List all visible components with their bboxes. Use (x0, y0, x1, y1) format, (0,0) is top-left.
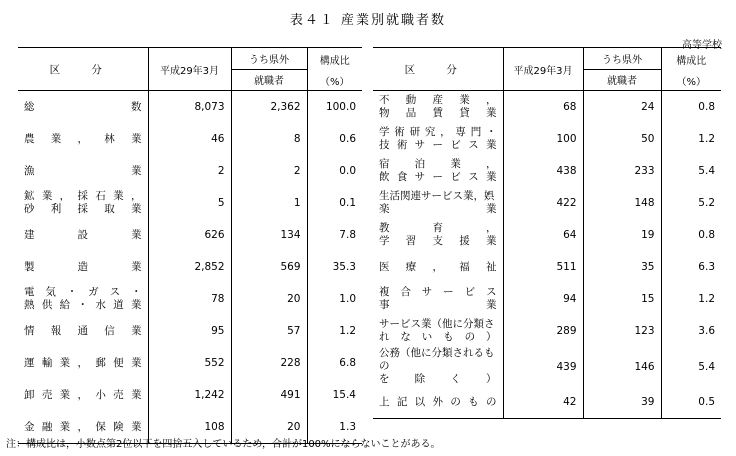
ratio-cell: 1.2 (307, 315, 362, 347)
industry-label-line: 運 輸 業 ， 郵 便 業 (24, 356, 142, 369)
industry-label (373, 123, 503, 155)
ratio-cell: 0.1 (307, 187, 362, 219)
industry-label-line: 電 気 ・ ガ ス ・ (24, 286, 142, 298)
industry-label-line: を 除 く ） (379, 373, 497, 385)
table-row (18, 91, 362, 124)
table-row (373, 315, 721, 347)
industry-label-line: 卸 売 業 ， 小 売 業 (24, 388, 142, 401)
outside-cell: 233 (583, 155, 661, 187)
header-ratio (661, 48, 721, 91)
industry-label-line: 楽 業 (379, 203, 497, 215)
industry-label-line: 学 習 支 援 業 (379, 235, 497, 247)
table-row (18, 283, 362, 315)
table-row (18, 251, 362, 283)
outside-cell: 491 (231, 379, 307, 411)
header-outside-top: うち県外 (232, 48, 307, 70)
industry-label (373, 91, 503, 124)
industry-label-line: 飲 食 サ ー ビ ス 業 (379, 171, 497, 183)
industry-label-line: 生活関連サービス業，娯 (379, 190, 495, 202)
outside-cell: 15 (583, 283, 661, 315)
outside-cell: 1 (231, 187, 307, 219)
industry-label (373, 219, 503, 251)
header-outside (583, 48, 661, 91)
total-cell: 2 (148, 155, 231, 187)
total-cell: 5 (148, 187, 231, 219)
ratio-cell: 1.2 (661, 123, 721, 155)
outside-cell: 123 (583, 315, 661, 347)
total-cell: 422 (503, 187, 583, 219)
industry-label-line: 技 術 サ ー ビ ス 業 (379, 139, 497, 151)
header-total: 平成29年3月 (148, 48, 231, 91)
total-cell: 78 (148, 283, 231, 315)
table-row (18, 315, 362, 347)
ratio-cell: 5.4 (661, 347, 721, 386)
outside-cell: 8 (231, 123, 307, 155)
industry-label-line: 農 業 ， 林 業 (24, 132, 142, 145)
ratio-cell: 0.6 (307, 123, 362, 155)
total-cell: 438 (503, 155, 583, 187)
industry-label (373, 315, 503, 347)
industry-label (18, 219, 148, 251)
industry-label-line: 砂 利 採 取 業 (24, 203, 142, 215)
header-outside-top: うち県外 (584, 48, 661, 70)
industry-label-line: 漁 業 (24, 164, 142, 177)
header-category: 区 分 (373, 48, 503, 91)
right-table (373, 47, 721, 419)
header-ratio-top: 構成比 (319, 56, 350, 67)
ratio-cell: 5.2 (661, 187, 721, 219)
table-row (18, 187, 362, 219)
total-cell: 64 (503, 219, 583, 251)
outside-cell: 228 (231, 347, 307, 379)
header-outside-bottom: 就職者 (607, 76, 637, 88)
industry-label-line: 物 品 賃 貸 業 (379, 107, 497, 119)
total-cell: 511 (503, 251, 583, 283)
outside-cell: 20 (231, 411, 307, 444)
industry-label-line: 教 育 ， (379, 222, 497, 234)
industry-label-line: 建 設 業 (24, 228, 142, 241)
total-cell: 8,073 (148, 91, 231, 124)
ratio-cell: 6.3 (661, 251, 721, 283)
header-total: 平成29年3月 (503, 48, 583, 91)
outside-cell: 2 (231, 155, 307, 187)
outside-cell: 148 (583, 187, 661, 219)
industry-label (18, 379, 148, 411)
outside-cell: 50 (583, 123, 661, 155)
industry-label-line: 鉱 業 ， 採 石 業 ， (24, 190, 142, 202)
industry-label-line: 上 記 以 外 の も の (379, 395, 497, 408)
table-row (18, 347, 362, 379)
ratio-cell: 1.2 (661, 283, 721, 315)
ratio-cell: 0.8 (661, 219, 721, 251)
ratio-cell: 15.4 (307, 379, 362, 411)
industry-label-line: 金 融 業 ， 保 険 業 (24, 420, 142, 433)
table-row (373, 347, 721, 386)
industry-label (18, 251, 148, 283)
total-cell: 552 (148, 347, 231, 379)
left-table (18, 47, 362, 444)
industry-label-line: れ な い も の ） (379, 331, 497, 343)
industry-label (373, 283, 503, 315)
industry-label-line: 不 動 産 業 ， (379, 94, 497, 106)
industry-label (373, 386, 503, 419)
table-title: 表４１ 産業別就職者数 (289, 13, 447, 28)
industry-label (373, 251, 503, 283)
industry-label-line: 事 業 (379, 299, 497, 311)
ratio-cell: 35.3 (307, 251, 362, 283)
outside-cell: 57 (231, 315, 307, 347)
total-cell: 95 (148, 315, 231, 347)
table-row (373, 187, 721, 219)
industry-label (373, 187, 503, 219)
industry-label-line: 製 造 業 (24, 260, 142, 273)
outside-cell: 2,362 (231, 91, 307, 124)
ratio-cell: 7.8 (307, 219, 362, 251)
total-cell: 108 (148, 411, 231, 444)
ratio-cell: 0.0 (307, 155, 362, 187)
industry-label-line: 熱 供 給 ・ 水 道 業 (24, 299, 142, 311)
industry-label-line: 医 療 ， 福 祉 (379, 260, 497, 273)
ratio-cell: 0.8 (661, 91, 721, 124)
industry-label (18, 123, 148, 155)
header-outside-bottom: 就職者 (254, 76, 284, 88)
ratio-cell: 6.8 (307, 347, 362, 379)
ratio-cell: 3.6 (661, 315, 721, 347)
industry-label (373, 347, 503, 386)
table-row (373, 155, 721, 187)
industry-label (18, 347, 148, 379)
outside-cell: 146 (583, 347, 661, 386)
table-row (373, 251, 721, 283)
industry-label (18, 91, 148, 124)
industry-label (18, 155, 148, 187)
outside-cell: 20 (231, 283, 307, 315)
industry-label-line: 総 数 (24, 100, 142, 113)
table-row (373, 386, 721, 419)
header-ratio-bottom: （%） (319, 77, 350, 88)
table-row (373, 219, 721, 251)
table-row (18, 379, 362, 411)
outside-cell: 134 (231, 219, 307, 251)
industry-label-line: 学 術 研 究 ， 専 門 ・ (379, 126, 497, 138)
total-cell: 439 (503, 347, 583, 386)
industry-label-line: 情 報 通 信 業 (24, 324, 142, 337)
industry-label-line: 複 合 サ ー ビ ス (379, 286, 497, 298)
ratio-cell: 0.5 (661, 386, 721, 419)
industry-label-line: サービス業（他に分類さ (379, 318, 495, 330)
footnote: 注：構成比は，小数点第2位以下を四捨五入しているため，合計が100%にならないことがある。 (6, 439, 441, 450)
left-table-body (18, 91, 362, 444)
outside-cell: 569 (231, 251, 307, 283)
header-category: 区 分 (18, 48, 148, 91)
school-type-label: 高等学校 (682, 40, 722, 51)
industry-label-line: 公務（他に分類されるもの (379, 347, 495, 372)
ratio-cell: 1.3 (307, 411, 362, 444)
total-cell: 2,852 (148, 251, 231, 283)
table-row (18, 219, 362, 251)
header-ratio-bottom: （%） (676, 77, 706, 88)
industry-label (18, 283, 148, 315)
outside-cell: 24 (583, 91, 661, 124)
table-row (373, 91, 721, 124)
table-row (18, 155, 362, 187)
header-ratio-top: 構成比 (676, 56, 707, 67)
industry-label (373, 155, 503, 187)
table-row (373, 123, 721, 155)
table-row (18, 123, 362, 155)
ratio-cell: 100.0 (307, 91, 362, 124)
industry-label (18, 315, 148, 347)
industry-label (18, 187, 148, 219)
industry-label-line: 宿 泊 業 ， (379, 158, 497, 170)
total-cell: 626 (148, 219, 231, 251)
total-cell: 42 (503, 386, 583, 419)
header-outside (231, 48, 307, 91)
header-ratio (307, 48, 362, 91)
ratio-cell: 1.0 (307, 283, 362, 315)
outside-cell: 35 (583, 251, 661, 283)
outside-cell: 19 (583, 219, 661, 251)
total-cell: 68 (503, 91, 583, 124)
ratio-cell: 5.4 (661, 155, 721, 187)
total-cell: 1,242 (148, 379, 231, 411)
total-cell: 289 (503, 315, 583, 347)
total-cell: 100 (503, 123, 583, 155)
table-row (373, 283, 721, 315)
total-cell: 46 (148, 123, 231, 155)
total-cell: 94 (503, 283, 583, 315)
outside-cell: 39 (583, 386, 661, 419)
right-table-body (373, 91, 721, 419)
